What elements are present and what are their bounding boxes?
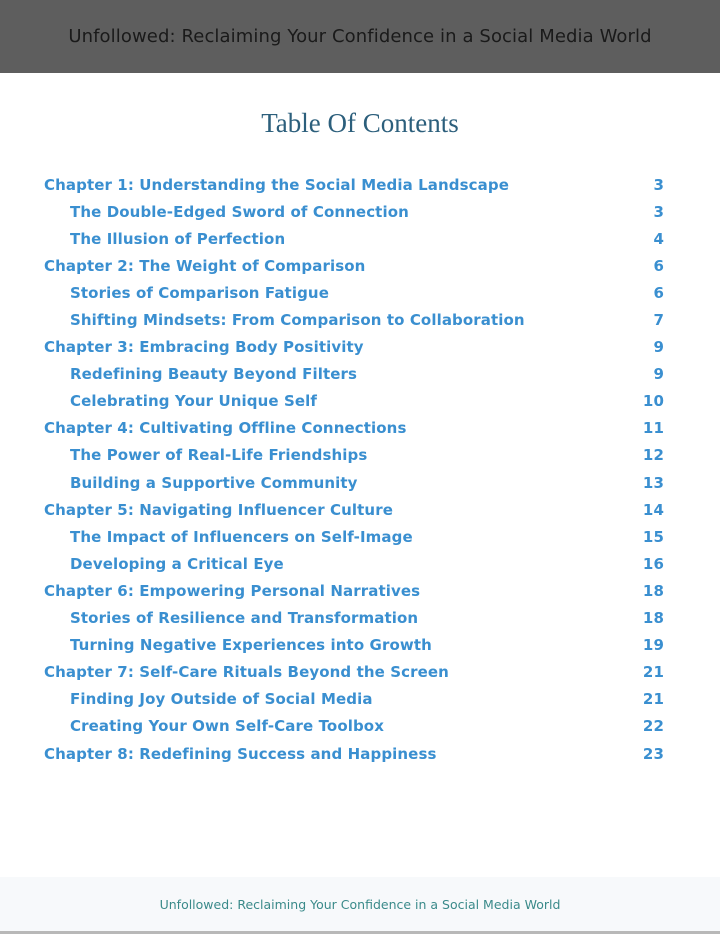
toc-entry-title: Chapter 8: Redefining Success and Happiness: [44, 744, 437, 763]
toc-page-number: 3: [653, 202, 664, 221]
toc-entry-title: Redefining Beauty Beyond Filters: [70, 365, 358, 384]
toc-page-number: 18: [642, 609, 664, 628]
toc-section-link[interactable]: [44, 550, 664, 577]
toc-entry-title: The Impact of Influencers on Self-Image: [70, 527, 413, 546]
toc-section-link[interactable]: [44, 686, 664, 713]
page-footer: [0, 877, 720, 931]
toc-page-number: 13: [642, 473, 664, 492]
toc-entry-title: The Illusion of Perfection: [70, 229, 286, 248]
toc-page-number: 18: [642, 581, 664, 600]
toc-section-link[interactable]: [44, 713, 664, 740]
toc-section-link[interactable]: [44, 225, 664, 252]
toc-section-link[interactable]: [44, 632, 664, 659]
toc-entry-title: Turning Negative Experiences into Growth: [70, 636, 432, 655]
toc-section-link[interactable]: [44, 279, 664, 306]
toc-entry-title: Stories of Resilience and Transformation: [70, 609, 419, 628]
toc-chapter-link[interactable]: [44, 577, 664, 604]
toc-page-number: 9: [653, 338, 664, 357]
toc-heading: Table Of Contents: [261, 108, 459, 138]
toc-page-number: 6: [653, 283, 664, 302]
toc-chapter-link[interactable]: [44, 659, 664, 686]
page-header: [0, 0, 720, 73]
toc-entry-title: Chapter 6: Empowering Personal Narratives: [44, 581, 421, 600]
toc-section-link[interactable]: [44, 388, 664, 415]
toc-section-link[interactable]: [44, 361, 664, 388]
toc-section-link[interactable]: [44, 306, 664, 333]
toc-page-number: 19: [642, 636, 664, 655]
toc-page-number: 21: [642, 690, 664, 709]
toc-chapter-link[interactable]: [44, 334, 664, 361]
header-title: Unfollowed: Reclaiming Your Confidence in a Social Media World: [68, 26, 652, 47]
toc-chapter-link[interactable]: [44, 252, 664, 279]
toc-page-number: 22: [642, 717, 664, 736]
toc-chapter-link[interactable]: [44, 496, 664, 523]
toc-page-number: 14: [642, 500, 664, 519]
toc-section-link[interactable]: [44, 605, 664, 632]
toc-entry-title: Chapter 1: Understanding the Social Media Landscape: [44, 175, 509, 194]
toc-entry-title: Stories of Comparison Fatigue: [70, 283, 329, 302]
toc-chapter-link[interactable]: [44, 171, 664, 198]
toc-entry-title: The Power of Real-Life Friendships: [70, 446, 368, 465]
toc-page-number: 9: [653, 365, 664, 384]
toc-chapter-link[interactable]: [44, 740, 664, 767]
toc-page-number: 11: [642, 419, 664, 438]
toc-entry-title: Chapter 4: Cultivating Offline Connections: [44, 419, 407, 438]
toc-section-link[interactable]: [44, 523, 664, 550]
toc-entry-title: Finding Joy Outside of Social Media: [70, 690, 373, 709]
toc-page-number: 10: [642, 392, 664, 411]
toc-page-number: 16: [642, 554, 664, 573]
footer-text: Unfollowed: Reclaiming Your Confidence in a Social Media World: [159, 896, 561, 912]
toc-page-number: 3: [653, 175, 664, 194]
bottom-divider: [0, 931, 720, 934]
toc-entry-title: Chapter 5: Navigating Influencer Culture: [44, 500, 393, 519]
toc-entry-title: The Double-Edged Sword of Connection: [70, 202, 409, 221]
toc-page-number: 7: [653, 311, 664, 330]
toc-section-link[interactable]: [44, 469, 664, 496]
toc-page-number: 15: [642, 527, 664, 546]
toc-entry-title: Creating Your Own Self-Care Toolbox: [70, 717, 384, 736]
toc-section-link[interactable]: [44, 198, 664, 225]
toc-page-number: 6: [653, 256, 664, 275]
toc-entry-title: Building a Supportive Community: [70, 473, 358, 492]
toc-entry-title: Chapter 7: Self-Care Rituals Beyond the Screen: [44, 663, 449, 682]
toc-page-number: 12: [642, 446, 664, 465]
toc-entry-title: Chapter 2: The Weight of Comparison: [44, 256, 366, 275]
toc-entry-title: Developing a Critical Eye: [70, 554, 284, 573]
toc-page-number: 21: [642, 663, 664, 682]
toc-page-number: 4: [653, 229, 664, 248]
toc-entry-title: Celebrating Your Unique Self: [70, 392, 318, 411]
toc-entry-title: Shifting Mindsets: From Comparison to Collaboration: [70, 311, 525, 330]
toc-page-number: 23: [642, 744, 664, 763]
toc-entry-title: Chapter 3: Embracing Body Positivity: [44, 338, 364, 357]
toc-section-link[interactable]: [44, 442, 664, 469]
toc-chapter-link[interactable]: [44, 415, 664, 442]
table-of-contents: [44, 171, 664, 767]
